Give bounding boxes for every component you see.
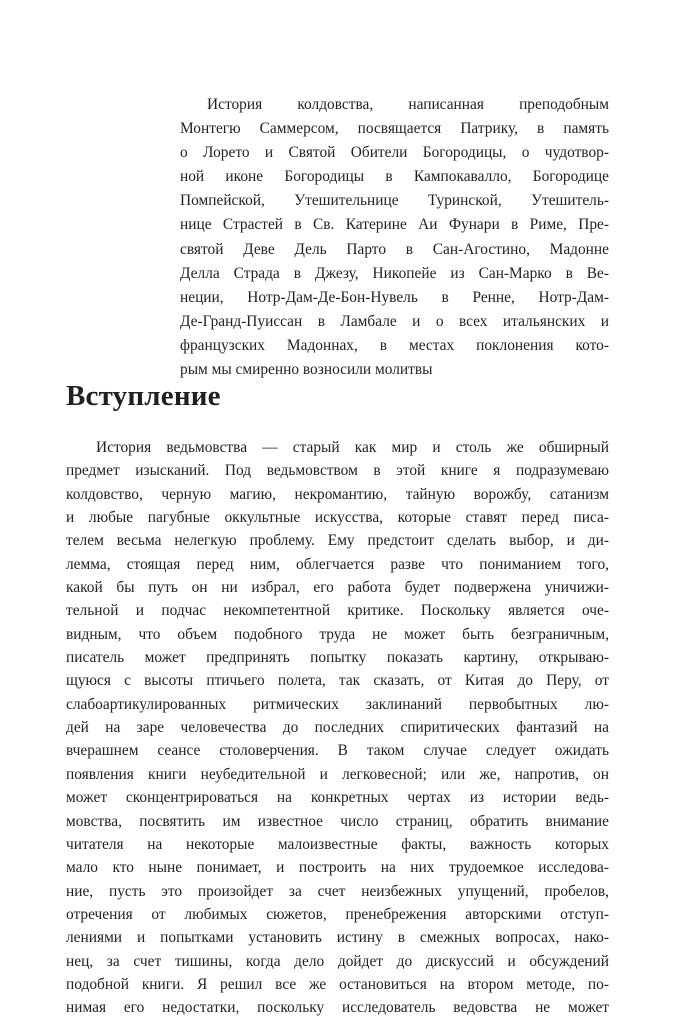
body-line: История ведьмовства — старый как мир и столь же обширный — [96, 439, 609, 456]
body-line: дей на заре человечества до последних спиритических фантазий на — [66, 719, 609, 737]
dedication-line: неции, Нотр-Дам-Де-Бон-Нувель в Ренне, Нотр-Дам- — [180, 288, 609, 306]
dedication-line: французских Мадоннах, в местах поклонения кото- — [180, 336, 609, 354]
body-line: нец, за счет тишины, когда дело дойдет до дискуссий и обсуждений — [66, 952, 609, 970]
body-line: вчерашнем сеансе столоверчения. В таком случае следует ожидать — [66, 742, 609, 760]
body-line: ние, пусть это произойдет за счет неизбежных упущений, пробелов, — [66, 882, 609, 900]
dedication-paragraph — [180, 93, 609, 382]
chapter-title: Вступление — [66, 380, 221, 412]
body-line: тельной и подчас некомпетентной критике. Поскольку является оче- — [66, 602, 609, 620]
body-line: подобной книги. Я решил все же остановиться на втором методе, по- — [66, 975, 609, 993]
body-line: мовства, посвятить им известное число страниц, обратить внимание — [66, 812, 609, 830]
dedication-line: рым мы смиренно возносили молитвы — [180, 361, 433, 379]
body-line: лениями и попытками установить истину в смежных вопросах, нако- — [66, 929, 609, 947]
dedication-line: ной иконе Богородицы в Кампокавалло, Богородице — [180, 168, 609, 186]
body-paragraph — [66, 436, 609, 1020]
body-line: мало кто ныне понимает, и построить на них трудоемкое исследова- — [66, 859, 609, 877]
body-line: лемма, стоящая перед ним, облегчается разве что пониманием того, — [66, 555, 609, 573]
body-line: читателя на некоторые малоизвестные факты, важность которых — [66, 835, 609, 853]
dedication-line: Монтегю Саммерсом, посвящается Патрику, в память — [180, 120, 609, 138]
dedication-line: святой Деве Дель Парто в Сан-Агостино, Мадонне — [180, 240, 609, 258]
dedication-line: нице Страстей в Св. Катерине Аи Фунари в Риме, Пре- — [180, 216, 609, 234]
body-line: и любые пагубные оккультные искусства, которые ставят перед писа- — [66, 509, 609, 527]
body-line: нимая его недостатки, поскольку исследователь ведовства не может — [66, 999, 609, 1017]
body-line: видным, что объем подобного труда не может быть безграничным, — [66, 625, 609, 643]
body-line: слабоартикулированных ритмических заклинаний первобытных лю- — [66, 695, 609, 713]
body-line: отречения от любимых сюжетов, пренебрежения авторскими отступ- — [66, 905, 609, 923]
body-line: может сконцентрироваться на конкретных чертах из истории ведь- — [66, 789, 609, 807]
dedication-line: о Лорето и Святой Обители Богородицы, о чудотвор- — [180, 144, 609, 162]
body-line: писатель может предпринять попытку показать картину, открываю- — [66, 649, 609, 667]
dedication-line: Де-Гранд-Пуиссан в Ламбале и о всех итальянских и — [180, 312, 609, 330]
dedication-line: История колдовства, написанная преподобным — [207, 96, 609, 113]
body-line: колдовство, черную магию, некромантию, тайную ворожбу, сатанизм — [66, 485, 609, 503]
body-line: какой бы путь он ни избрал, его работа будет подвержена уничижи- — [66, 579, 609, 597]
dedication-line: Делла Страда в Джезу, Никопейе из Сан-Марко в Ве- — [180, 264, 609, 282]
body-line: появления книги неубедительной и легковесной; или же, напротив, он — [66, 765, 609, 783]
body-line: телем весьма нелегкую проблему. Ему предстоит сделать выбор, и ди- — [66, 532, 609, 550]
dedication-line: Помпейской, Утешительнице Туринской, Утешитель- — [180, 192, 609, 210]
body-line: щуюся с высоты птичьего полета, так сказать, от Китая до Перу, от — [66, 672, 609, 690]
body-line: предмет изысканий. Под ведьмовством в этой книге я подразумеваю — [66, 462, 609, 480]
